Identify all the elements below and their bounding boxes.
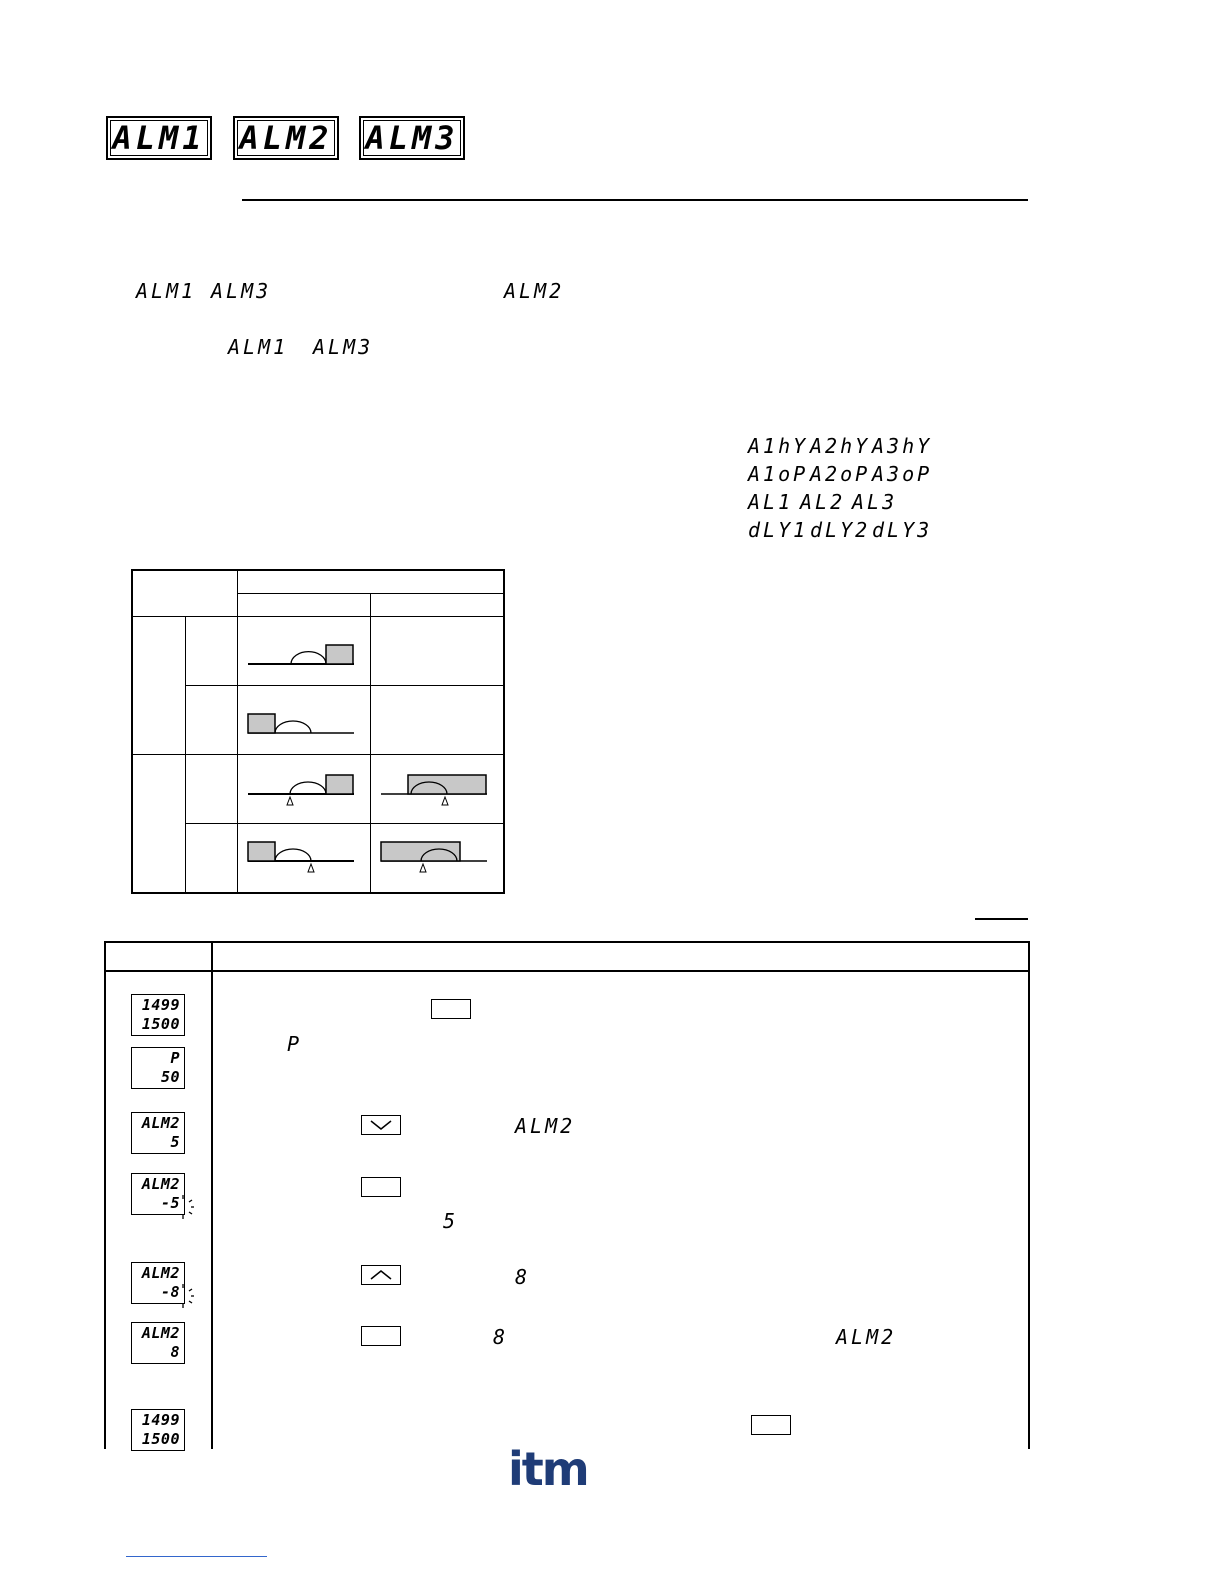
- param-code: dLY1: [748, 518, 809, 542]
- inline-display: ALM3: [313, 335, 374, 359]
- title-rule: [242, 199, 1028, 201]
- table-diagram-cell: [238, 617, 371, 686]
- table-diagram-cell: [371, 686, 505, 755]
- table-diagram-cell: [238, 686, 371, 755]
- function-key-icon[interactable]: [361, 1177, 401, 1197]
- param-row: [748, 462, 932, 490]
- alarm-type-table: [131, 569, 505, 894]
- header-display-alm3: [359, 116, 465, 160]
- inline-display: ALM3: [211, 279, 272, 303]
- controller-display: [131, 1112, 185, 1154]
- table-subheader-cell: [238, 594, 371, 617]
- procedure-table-left: [104, 941, 106, 1449]
- table-diagram-cell: [238, 824, 371, 894]
- display-pv: ALM2: [141, 1175, 180, 1193]
- inline-display: ALM2: [504, 279, 565, 303]
- header-display-alm2: [233, 116, 339, 160]
- controller-display: [131, 1173, 185, 1215]
- table-label-cell: [186, 755, 238, 824]
- display-pv: ALM2: [141, 1114, 180, 1132]
- function-key-icon[interactable]: [361, 1326, 401, 1346]
- table-group-cell: [132, 617, 186, 755]
- display-sv: 50: [160, 1068, 180, 1086]
- param-row: [748, 518, 932, 546]
- procedure-table-header-rule: [104, 970, 1029, 972]
- inline-display: ALM2: [836, 1325, 897, 1349]
- controller-display: [131, 994, 185, 1036]
- up-arrow-key-icon[interactable]: [361, 1265, 401, 1285]
- inline-display: 5: [443, 1209, 459, 1233]
- display-sv: 1500: [141, 1430, 180, 1448]
- table-diagram-cell: [371, 824, 505, 894]
- alarm-diagram: [371, 824, 503, 892]
- table-diagram-cell: [238, 755, 371, 824]
- alarm-diagram: [238, 686, 370, 754]
- display-sv: -8: [160, 1283, 180, 1301]
- inline-display: P: [287, 1032, 303, 1056]
- blink-indicator-icon: [170, 1283, 196, 1309]
- itm-logo: itm: [508, 1442, 588, 1496]
- table-label-cell: [186, 824, 238, 894]
- display-sv: 5: [170, 1133, 180, 1151]
- param-code: A2oP: [810, 462, 871, 486]
- table-subheader-cell: [371, 594, 505, 617]
- display-text: ALM2: [239, 119, 333, 157]
- display-sv: -5: [160, 1194, 180, 1212]
- table-label-cell: [186, 686, 238, 755]
- procedure-table-right: [1028, 941, 1030, 1449]
- table-label-cell: [186, 617, 238, 686]
- table-group-cell: [132, 755, 186, 894]
- inline-display: 8: [515, 1265, 531, 1289]
- display-pv: 1499: [141, 996, 180, 1014]
- display-pv: P: [170, 1049, 180, 1067]
- param-code: A1oP: [748, 462, 809, 486]
- down-arrow-key-icon[interactable]: [361, 1115, 401, 1135]
- alarm-diagram: [238, 617, 370, 685]
- table-diagram-cell: [371, 617, 505, 686]
- blink-indicator-icon: [170, 1194, 196, 1220]
- inline-display: ALM2: [515, 1114, 576, 1138]
- inline-display: ALM1: [228, 335, 289, 359]
- procedure-table-divider: [211, 941, 213, 1449]
- function-key-icon[interactable]: [431, 999, 471, 1019]
- display-sv: 8: [170, 1343, 180, 1361]
- param-code: A3hY: [872, 434, 933, 458]
- table-corner-cell: [132, 570, 238, 617]
- param-code: AL3: [852, 490, 898, 514]
- procedure-table-top: [104, 941, 1029, 943]
- controller-display: [131, 1047, 185, 1089]
- table-diagram-cell: [371, 755, 505, 824]
- controller-display: [131, 1262, 185, 1304]
- alarm-diagram: [238, 824, 370, 892]
- display-text: ALM3: [365, 119, 459, 157]
- param-row: [748, 490, 932, 518]
- param-code: AL1: [748, 490, 794, 514]
- footer-link-underline[interactable]: [126, 1556, 267, 1557]
- param-code: AL2: [800, 490, 846, 514]
- short-rule: [975, 918, 1028, 920]
- controller-display: [131, 1409, 185, 1451]
- display-pv: 1499: [141, 1411, 180, 1429]
- param-list: [748, 434, 932, 546]
- param-code: dLY2: [810, 518, 871, 542]
- param-row: [748, 434, 932, 462]
- inline-display: 8: [493, 1325, 509, 1349]
- header-display-alm1: [106, 116, 212, 160]
- param-code: A3oP: [872, 462, 933, 486]
- param-code: dLY3: [872, 518, 933, 542]
- alarm-diagram: [371, 755, 503, 823]
- function-key-icon[interactable]: [751, 1415, 791, 1435]
- display-pv: ALM2: [141, 1264, 180, 1282]
- display-pv: ALM2: [141, 1324, 180, 1342]
- alarm-diagram: [238, 755, 370, 823]
- param-code: A2hY: [810, 434, 871, 458]
- display-text: ALM1: [112, 119, 206, 157]
- inline-display: ALM1: [136, 279, 197, 303]
- controller-display: [131, 1322, 185, 1364]
- display-sv: 1500: [141, 1015, 180, 1033]
- table-header-cell: [238, 570, 505, 594]
- param-code: A1hY: [748, 434, 809, 458]
